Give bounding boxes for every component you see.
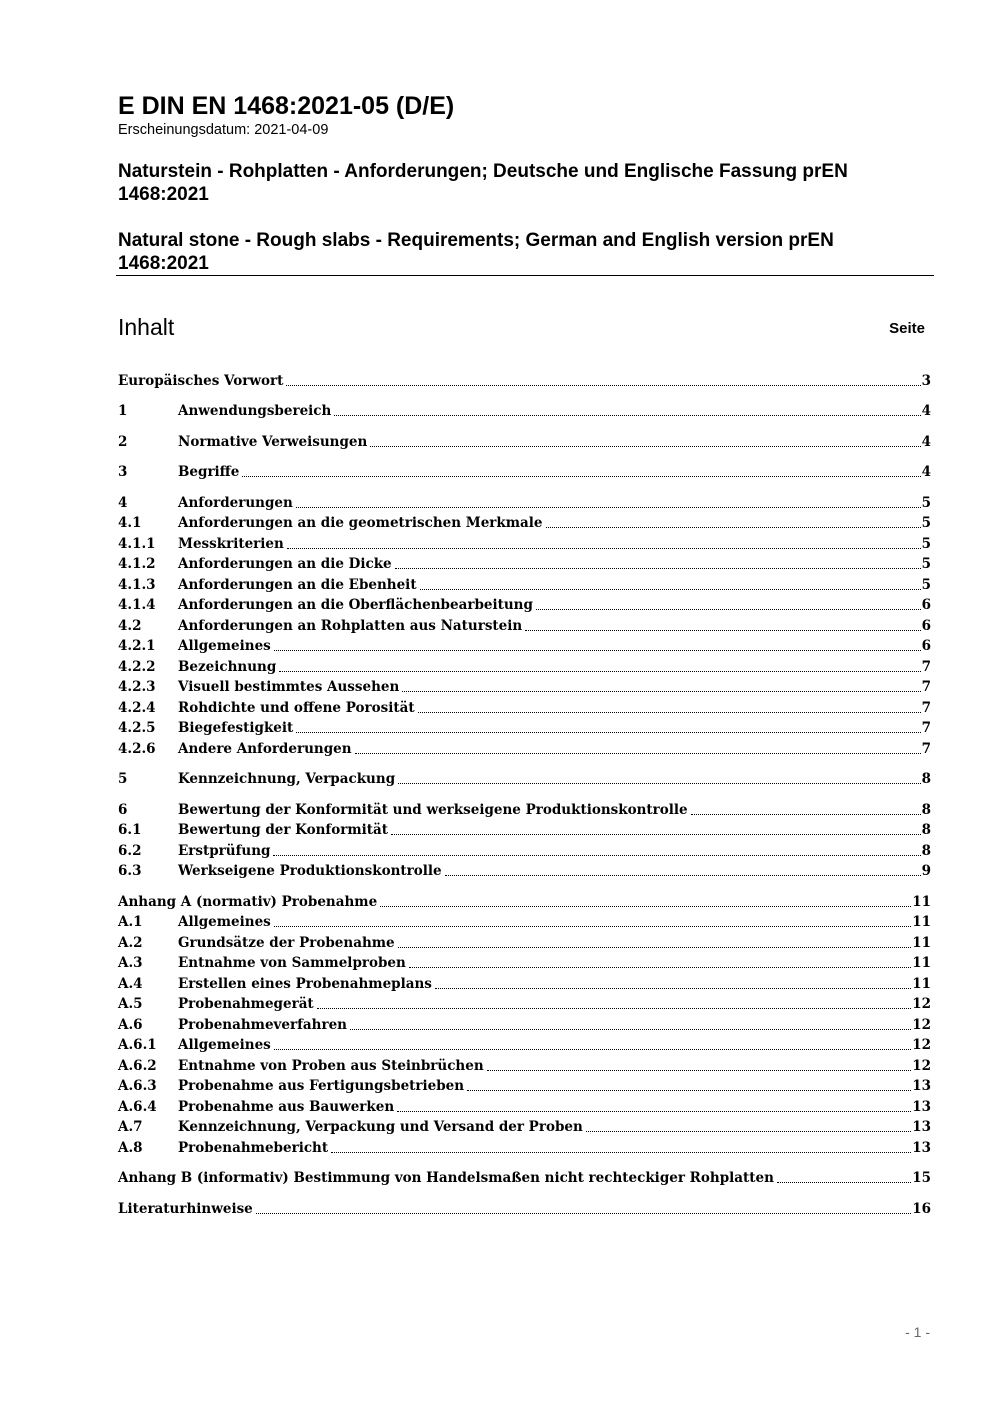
toc-dot-leader (691, 814, 921, 815)
toc-dot-leader (317, 1008, 912, 1009)
publication-date: Erscheinungsdatum: 2021-04-09 (118, 122, 329, 138)
toc-entry-number: 3 (118, 464, 128, 480)
toc-entry-title: Allgemeines (178, 1037, 271, 1053)
toc-entry-page: 7 (921, 700, 931, 716)
toc-entry[interactable] (118, 974, 931, 994)
toc-entry-title: Visuell bestimmtes Aussehen (178, 679, 400, 695)
toc-entry-page: 16 (912, 1201, 931, 1217)
toc-entry-title: Messkriterien (178, 536, 284, 552)
toc-entry-title: Allgemeines (178, 914, 271, 930)
toc-entry-page: 3 (921, 373, 931, 389)
toc-entry-title: Kennzeichnung, Verpackung und Versand der Proben (178, 1119, 583, 1135)
toc-dot-leader (467, 1090, 911, 1091)
toc-entry[interactable] (118, 820, 931, 840)
toc-entry[interactable] (118, 1199, 931, 1219)
toc-entry-number: A.5 (118, 996, 143, 1012)
toc-entry-page: 5 (921, 495, 931, 511)
toc-entry-page: 7 (921, 720, 931, 736)
toc-entry[interactable] (118, 462, 931, 482)
toc-dot-leader (242, 476, 920, 477)
toc-entry[interactable] (118, 953, 931, 973)
toc-dot-leader (274, 1049, 911, 1050)
toc-entry-number: 4.2.6 (118, 741, 156, 757)
toc-entry-number: 4.2.1 (118, 638, 156, 654)
toc-dot-leader (380, 906, 911, 907)
toc-entry[interactable] (118, 994, 931, 1014)
toc-entry-title: Probenahme aus Fertigungsbetrieben (178, 1078, 465, 1094)
toc-entry-page: 12 (912, 1037, 931, 1053)
toc-dot-leader (398, 783, 920, 784)
toc-entry-page: 7 (921, 741, 931, 757)
toc-entry[interactable] (118, 1168, 931, 1188)
toc-entry-page: 4 (921, 434, 931, 450)
toc-entry-page: 4 (921, 403, 931, 419)
toc-entry-title: Anforderungen an die Dicke (178, 556, 392, 572)
toc-entry-title: Anforderungen an die Oberflächenbearbeitung (178, 597, 533, 613)
toc-entry-title: Grundsätze der Probenahme (178, 935, 395, 951)
toc-entry-page: 5 (921, 515, 931, 531)
toc-entry-number: A.6.1 (118, 1037, 157, 1053)
toc-dot-leader (274, 926, 911, 927)
toc-dot-leader (536, 609, 921, 610)
toc-entry[interactable] (118, 677, 931, 697)
toc-entry-title: Entnahme von Proben aus Steinbrüchen (178, 1058, 484, 1074)
toc-entry-title: Europäisches Vorwort (118, 373, 284, 389)
toc-entry-number: 4.1.4 (118, 597, 156, 613)
toc-entry-title: Anforderungen an Rohplatten aus Naturstein (178, 618, 523, 634)
toc-entry[interactable] (118, 739, 931, 759)
toc-entry[interactable] (118, 861, 931, 881)
toc-entry-title: Werkseigene Produktionskontrolle (178, 863, 442, 879)
toc-entry-page: 7 (921, 679, 931, 695)
toc-entry-title: Bewertung der Konformität und werkseigene Produktionskontrolle (178, 802, 688, 818)
toc-dot-leader (286, 385, 920, 386)
toc-dot-leader (777, 1182, 911, 1183)
toc-entry-title: Anforderungen an die Ebenheit (178, 577, 417, 593)
toc-entry-number: 6.1 (118, 822, 142, 838)
toc-entry-page: 8 (921, 822, 931, 838)
toc-entry[interactable] (118, 636, 931, 656)
toc-heading: Inhalt (118, 314, 175, 340)
toc-entry-number: A.6.4 (118, 1099, 157, 1115)
toc-entry-title: Anforderungen an die geometrischen Merkmale (178, 515, 543, 531)
toc-entry-title: Biegefestigkeit (178, 720, 294, 736)
toc-entry[interactable] (118, 892, 931, 912)
toc-dot-leader (331, 1152, 911, 1153)
toc-entry-title: Probenahme aus Bauwerken (178, 1099, 395, 1115)
toc-entry-number: A.1 (118, 914, 143, 930)
toc-entry-title: Bezeichnung (178, 659, 277, 675)
toc-entry-title: Normative Verweisungen (178, 434, 368, 450)
toc-entry-number: 4.2.4 (118, 700, 156, 716)
toc-entry-number: 5 (118, 771, 128, 787)
toc-entry-page: 5 (921, 536, 931, 552)
toc-entry-number: A.6.3 (118, 1078, 157, 1094)
toc-entry-page: 13 (912, 1099, 931, 1115)
toc-entry-number: A.4 (118, 976, 143, 992)
toc-entry-title: Probenahmegerät (178, 996, 314, 1012)
toc-entry-number: 4.2 (118, 618, 142, 634)
toc-entry-title: Bewertung der Konformität (178, 822, 388, 838)
toc-dot-leader (398, 947, 912, 948)
toc-dot-leader (445, 875, 921, 876)
toc-entry[interactable] (118, 933, 931, 953)
toc-dot-leader (279, 671, 920, 672)
toc-entry[interactable] (118, 912, 931, 932)
toc-entry-page: 11 (912, 976, 931, 992)
toc-entry-number: 4.2.2 (118, 659, 156, 675)
toc-entry[interactable] (118, 1097, 931, 1117)
toc-entry-title: Erstellen eines Probenahmeplans (178, 976, 432, 992)
document-title-german: Naturstein - Rohplatten - Anforderungen; Deutsche und Englische Fassung prEN 1468:2021 (118, 161, 848, 205)
toc-entry-page: 6 (921, 597, 931, 613)
toc-dot-leader (334, 415, 920, 416)
toc-dot-leader (391, 834, 921, 835)
toc-dot-leader (435, 988, 911, 989)
toc-entry-page: 13 (912, 1078, 931, 1094)
toc-entry-page: 11 (912, 935, 931, 951)
toc-entry-page: 11 (912, 955, 931, 971)
toc-entry-page: 4 (921, 464, 931, 480)
toc-entry[interactable] (118, 493, 931, 513)
toc-dot-leader (525, 630, 920, 631)
toc-entry-page: 6 (921, 638, 931, 654)
toc-dot-leader (418, 712, 921, 713)
toc-entry-number: A.8 (118, 1140, 143, 1156)
toc-entry[interactable] (118, 769, 931, 789)
toc-entry[interactable] (118, 1015, 931, 1035)
toc-entry[interactable] (118, 1138, 931, 1158)
toc-entry-page: 13 (912, 1140, 931, 1156)
toc-dot-leader (287, 548, 921, 549)
toc-entry-number: 6.3 (118, 863, 142, 879)
toc-dot-leader (370, 446, 920, 447)
toc-entry-title: Rohdichte und offene Porosität (178, 700, 415, 716)
toc-dot-leader (296, 732, 920, 733)
toc-dot-leader (487, 1070, 912, 1071)
toc-entry[interactable] (118, 657, 931, 677)
toc-entry-page: 11 (912, 914, 931, 930)
toc-entry-title: Andere Anforderungen (178, 741, 352, 757)
page-number: - 1 - (905, 1324, 930, 1340)
toc-entry-page: 8 (921, 771, 931, 787)
toc-entry-title: Entnahme von Sammelproben (178, 955, 406, 971)
toc-dot-leader (546, 527, 921, 528)
toc-dot-leader (350, 1029, 911, 1030)
toc-entry-page: 12 (912, 1017, 931, 1033)
toc-entry[interactable] (118, 513, 931, 533)
toc-entry-number: 4.1.2 (118, 556, 156, 572)
toc-entry[interactable] (118, 1117, 931, 1137)
toc-entry-page: 5 (921, 577, 931, 593)
toc-dot-leader (273, 855, 920, 856)
toc-entry-page: 7 (921, 659, 931, 675)
toc-entry-number: A.3 (118, 955, 143, 971)
toc-entry-title: Probenahmebericht (178, 1140, 329, 1156)
toc-entry[interactable] (118, 841, 931, 861)
toc-entry-number: 4.2.3 (118, 679, 156, 695)
toc-dot-leader (296, 507, 921, 508)
toc-entry[interactable] (118, 616, 931, 636)
toc-entry-page: 9 (921, 863, 931, 879)
toc-page-column-label: Seite (889, 320, 925, 337)
toc-dot-leader (420, 589, 921, 590)
toc-dot-leader (402, 691, 920, 692)
toc-dot-leader (397, 1111, 911, 1112)
toc-entry[interactable] (118, 698, 931, 718)
toc-entry-number: A.6.2 (118, 1058, 157, 1074)
toc-entry[interactable] (118, 1035, 931, 1055)
toc-entry-page: 8 (921, 843, 931, 859)
toc-entry[interactable] (118, 371, 931, 391)
table-of-contents (118, 0, 931, 1403)
toc-entry-number: A.2 (118, 935, 143, 951)
toc-entry[interactable] (118, 595, 931, 615)
toc-entry-page: 13 (912, 1119, 931, 1135)
toc-entry-title: Anhang A (normativ) Probenahme (118, 894, 378, 910)
toc-entry-number: A.6 (118, 1017, 143, 1033)
toc-entry-number: 4.2.5 (118, 720, 156, 736)
toc-entry-number: 4.1.1 (118, 536, 156, 552)
toc-entry[interactable] (118, 1056, 931, 1076)
toc-entry-page: 12 (912, 996, 931, 1012)
toc-entry-number: 6 (118, 802, 128, 818)
toc-entry-page: 6 (921, 618, 931, 634)
toc-entry-title: Erstprüfung (178, 843, 271, 859)
toc-entry-page: 11 (912, 894, 931, 910)
toc-entry[interactable] (118, 401, 931, 421)
document-title-english: Natural stone - Rough slabs - Requirements; German and English version prEN 1468:2021 (118, 230, 834, 274)
toc-entry-number: 4 (118, 495, 128, 511)
toc-entry-number: 6.2 (118, 843, 142, 859)
toc-entry[interactable] (118, 554, 931, 574)
toc-entry-page: 8 (921, 802, 931, 818)
document-title: E DIN EN 1468:2021-05 (D/E) (118, 92, 455, 120)
toc-dot-leader (274, 650, 921, 651)
toc-entry-number: 4.1 (118, 515, 142, 531)
toc-entry-title: Literaturhinweise (118, 1201, 253, 1217)
toc-entry[interactable] (118, 534, 931, 554)
toc-entry-number: 1 (118, 403, 128, 419)
toc-entry-title: Probenahmeverfahren (178, 1017, 347, 1033)
toc-dot-leader (256, 1213, 911, 1214)
toc-entry[interactable] (118, 1076, 931, 1096)
toc-entry-title: Begriffe (178, 464, 240, 480)
toc-dot-leader (409, 967, 911, 968)
toc-entry-title: Anwendungsbereich (178, 403, 332, 419)
toc-entry[interactable] (118, 800, 931, 820)
toc-dot-leader (355, 753, 921, 754)
toc-entry-title: Anforderungen (178, 495, 293, 511)
toc-entry[interactable] (118, 432, 931, 452)
toc-entry-number: 4.1.3 (118, 577, 156, 593)
toc-entry-title: Anhang B (informativ) Bestimmung von Handelsmaßen nicht rechteckiger Rohplatten (118, 1170, 774, 1186)
toc-entry[interactable] (118, 575, 931, 595)
toc-entry-page: 5 (921, 556, 931, 572)
toc-entry-page: 12 (912, 1058, 931, 1074)
toc-entry-title: Kennzeichnung, Verpackung (178, 771, 396, 787)
toc-entry-number: A.7 (118, 1119, 143, 1135)
toc-dot-leader (586, 1131, 911, 1132)
toc-entry-title: Allgemeines (178, 638, 271, 654)
toc-dot-leader (395, 568, 921, 569)
toc-entry-number: 2 (118, 434, 128, 450)
toc-entry[interactable] (118, 718, 931, 738)
toc-entry-page: 15 (912, 1170, 931, 1186)
